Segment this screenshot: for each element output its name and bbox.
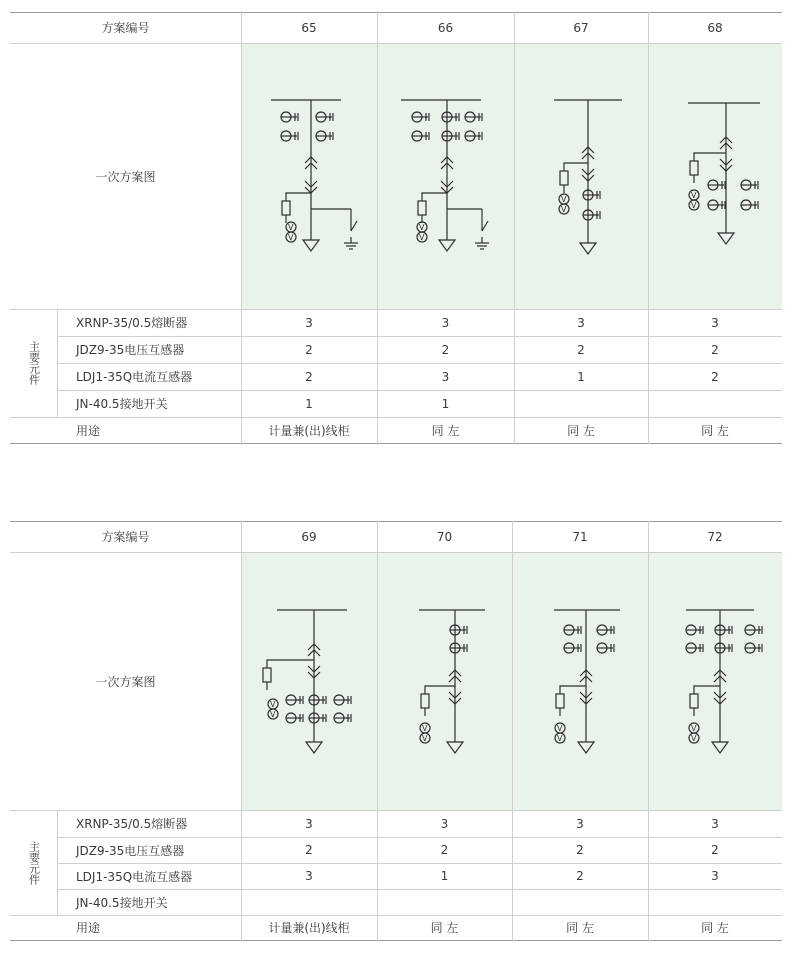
component-value — [377, 889, 512, 915]
diagram-71 — [512, 552, 648, 810]
scheme-number: 71 — [572, 529, 588, 544]
usage-value: 计量兼(出)线柜 — [268, 921, 350, 935]
diagram-67 — [514, 43, 648, 309]
diagram-65 — [241, 43, 377, 309]
svg-text:V: V — [691, 201, 697, 210]
usage-value: 同 左 — [566, 921, 594, 935]
diagram-label: 一次方案图 — [95, 169, 156, 184]
header-label: 方案编号 — [101, 21, 150, 35]
svg-text:V: V — [419, 233, 425, 242]
svg-text:V: V — [288, 233, 294, 242]
scheme-table-2 — [10, 521, 782, 941]
svg-text:V: V — [561, 205, 567, 214]
component-value: 3 — [305, 869, 313, 883]
component-value: 2 — [305, 369, 313, 384]
usage-value: 同 左 — [567, 423, 595, 438]
svg-text:V: V — [691, 734, 697, 743]
component-value — [648, 390, 782, 417]
scheme-number: 70 — [436, 529, 453, 544]
diagram-72 — [648, 552, 782, 810]
component-name: LDJ1-35Q电流互感器 — [76, 370, 193, 384]
svg-text:V: V — [270, 700, 276, 709]
component-value: 3 — [711, 816, 719, 831]
scheme-table-1 — [10, 12, 782, 444]
scheme-number: 69 — [301, 529, 317, 544]
scheme-number: 66 — [437, 20, 454, 35]
svg-text:V: V — [557, 724, 563, 733]
component-name: JDZ9-35电压互感器 — [76, 843, 185, 858]
component-value: 2 — [577, 342, 585, 357]
component-value — [241, 889, 377, 915]
component-value: 2 — [711, 369, 719, 384]
usage-value: 同 左 — [701, 423, 729, 438]
scheme-number: 68 — [707, 20, 723, 35]
component-value: 3 — [711, 869, 719, 883]
scheme-number: 72 — [707, 529, 723, 544]
component-value — [648, 889, 782, 915]
svg-text:V: V — [270, 710, 276, 719]
component-value: 3 — [440, 816, 449, 831]
component-value: 2 — [711, 843, 719, 857]
component-value: 1 — [577, 369, 585, 384]
component-value: 2 — [441, 342, 450, 357]
component-name: JN-40.5接地开关 — [76, 397, 168, 411]
component-value: 1 — [440, 869, 449, 883]
svg-text:V: V — [419, 223, 425, 232]
component-name: JDZ9-35电压互感器 — [76, 343, 185, 357]
component-name: XRNP-35/0.5熔断器 — [76, 817, 188, 831]
scheme-number: 67 — [573, 20, 589, 35]
component-value: 2 — [576, 843, 584, 857]
diagram-69 — [241, 552, 377, 810]
component-value: 3 — [576, 816, 584, 831]
side-label: 主要元件 — [27, 840, 41, 885]
component-value — [512, 889, 648, 915]
component-value: 1 — [305, 396, 313, 411]
svg-text:V: V — [288, 223, 294, 232]
component-name: XRNP-35/0.5熔断器 — [76, 316, 188, 330]
usage-label: 用途 — [76, 423, 101, 438]
component-value — [514, 390, 648, 417]
diagram-label: 一次方案图 — [95, 674, 156, 689]
usage-value: 同 左 — [701, 921, 729, 935]
component-name: JN-40.5接地开关 — [76, 895, 168, 910]
svg-text:V: V — [691, 191, 697, 200]
svg-text:V: V — [561, 195, 567, 204]
usage-value: 同 左 — [430, 921, 459, 935]
component-value: 1 — [441, 396, 450, 411]
svg-text:V: V — [557, 734, 563, 743]
usage-value: 同 左 — [431, 423, 460, 438]
svg-text:V: V — [422, 724, 428, 733]
component-value: 2 — [305, 843, 313, 857]
component-value: 2 — [576, 869, 584, 883]
diagram-70 — [377, 552, 512, 810]
usage-value: 计量兼(出)线柜 — [268, 423, 350, 438]
component-value: 2 — [440, 843, 449, 857]
side-label: 主要元件 — [27, 341, 41, 385]
svg-text:V: V — [691, 724, 697, 733]
diagram-66 — [377, 43, 514, 309]
usage-label: 用途 — [76, 921, 101, 935]
svg-text:V: V — [422, 734, 428, 743]
component-name: LDJ1-35Q电流互感器 — [76, 869, 193, 884]
component-value: 2 — [305, 342, 313, 357]
component-value: 3 — [711, 315, 719, 330]
header-label: 方案编号 — [101, 530, 150, 544]
component-value: 2 — [711, 342, 719, 357]
component-value: 3 — [305, 816, 313, 831]
component-value: 3 — [441, 369, 450, 384]
diagram-68 — [648, 43, 782, 309]
component-value: 3 — [577, 315, 585, 330]
component-value: 3 — [305, 315, 313, 330]
scheme-number: 65 — [301, 20, 317, 35]
component-value: 3 — [441, 315, 450, 330]
